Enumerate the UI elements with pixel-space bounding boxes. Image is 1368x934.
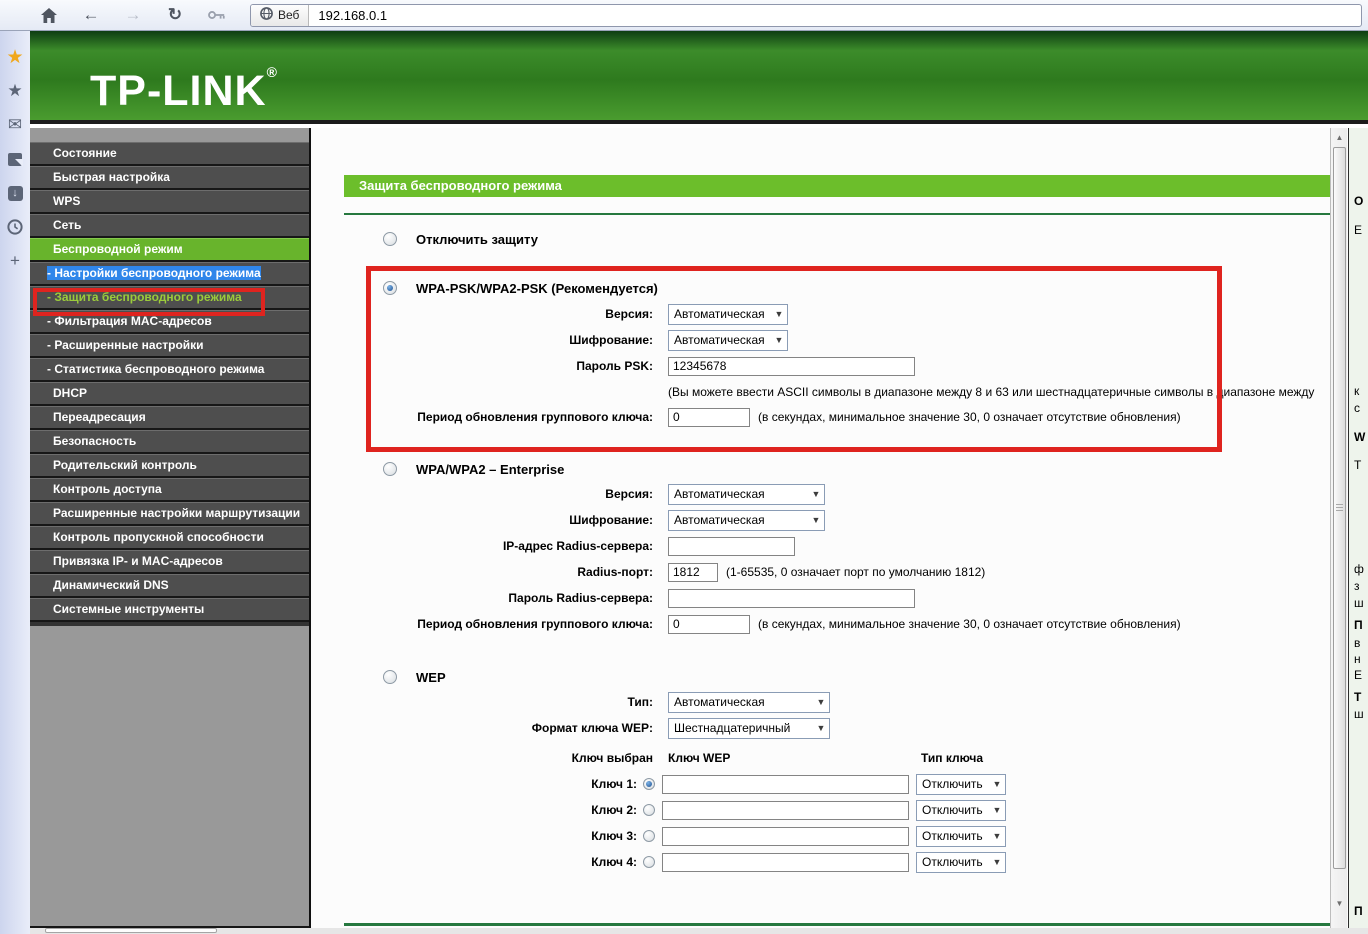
wpa-psk-password-row — [313, 354, 1328, 378]
page-title: Защита беспроводного режима — [344, 175, 1330, 197]
version-label: Версия: — [605, 487, 653, 501]
option-wpa-psk — [313, 276, 1328, 300]
enterprise-encryption-select[interactable] — [668, 510, 825, 531]
wep-key4-type-select[interactable] — [916, 852, 1006, 873]
enterprise-version-row — [313, 482, 1328, 506]
horizontal-scrollbar[interactable] — [30, 928, 1368, 934]
wep-key3-input[interactable] — [662, 827, 909, 846]
wep-table-header — [313, 746, 1328, 770]
group-key-hint: (в секундах, минимальное значение 30, 0 означает отсутствие обновления) — [758, 617, 1181, 631]
wep-format-select[interactable] — [668, 718, 830, 739]
wpa-enterprise-radio[interactable] — [383, 462, 397, 476]
wep-key-row-1 — [313, 772, 1328, 796]
sidebar-menu — [30, 128, 311, 928]
wep-type-row — [313, 690, 1328, 714]
version-label: Версия: — [605, 307, 653, 321]
dropdown-arrow-icon — [813, 697, 829, 707]
radius-ip-input[interactable] — [668, 537, 795, 556]
help-fragment: в — [1354, 636, 1361, 650]
help-fragment: с — [1354, 401, 1360, 415]
wep-key1-type-select[interactable] — [916, 774, 1006, 795]
wpa-psk-password-hint-row — [313, 380, 1328, 404]
help-fragment: н — [1354, 652, 1361, 666]
sidebar-item-wps[interactable]: WPS — [30, 190, 309, 212]
wpa-enterprise-label: WPA/WPA2 – Enterprise — [416, 461, 565, 477]
psk-password-input[interactable] — [668, 357, 915, 376]
wep-key3-type-select[interactable] — [916, 826, 1006, 847]
sidebar-item-status[interactable]: Состояние — [30, 142, 309, 164]
sidebar-filler — [30, 622, 309, 926]
wep-key1-input[interactable] — [662, 775, 909, 794]
dropdown-arrow-icon — [771, 309, 787, 319]
group-key-hint: (в секундах, минимальное значение 30, 0 означает отсутствие обновления) — [758, 410, 1181, 424]
wpa-psk-version-select[interactable] — [668, 304, 788, 325]
encryption-label: Шифрование: — [569, 513, 653, 527]
help-fragment: Е — [1354, 668, 1363, 682]
note-icon[interactable] — [0, 142, 30, 176]
radius-password-row — [313, 586, 1328, 610]
wep-key2-type-select[interactable] — [916, 800, 1006, 821]
bottom-separator — [344, 923, 1330, 926]
sidebar-item-system-tools[interactable]: Системные инструменты — [30, 598, 309, 620]
encryption-value: Автоматическая — [674, 513, 765, 527]
psk-password-hint: (Вы можете ввести ASCII символы в диапазоне между 8 и 63 или шестнадцатеричные символы в диапазоне между — [668, 385, 1315, 399]
wep-type-select[interactable] — [668, 692, 830, 713]
refresh-icon[interactable]: ↻ — [167, 5, 183, 24]
wep-key4-input[interactable] — [662, 853, 909, 872]
home-icon[interactable] — [40, 6, 58, 24]
sidebar-item-wireless-settings[interactable] — [30, 262, 309, 284]
sidebar-item-quick-setup[interactable]: Быстрая настройка — [30, 166, 309, 188]
enterprise-group-key-row — [313, 612, 1328, 636]
download-icon-shape: ↓ — [8, 186, 23, 201]
help-fragment: к — [1354, 384, 1360, 398]
note-icon-shape — [8, 153, 22, 166]
wep-col-selected: Ключ выбран — [571, 751, 653, 765]
dropdown-arrow-icon — [989, 779, 1005, 789]
help-fragment: О — [1354, 194, 1364, 208]
favorite-star-icon[interactable]: ★ — [6, 46, 24, 68]
wep-key4-type-value: Отключить — [922, 855, 983, 869]
wep-key3-label: Ключ 3: — [591, 829, 637, 843]
sidebar-item-dhcp[interactable]: DHCP — [30, 382, 309, 404]
scroll-up-icon[interactable]: ▲ — [1335, 133, 1344, 142]
help-fragment: ш — [1354, 596, 1364, 610]
wep-key1-radio[interactable] — [643, 778, 655, 790]
group-key-label: Период обновления группового ключа: — [417, 617, 653, 631]
dropdown-arrow-icon — [989, 857, 1005, 867]
site-identity-label: Веб — [278, 8, 300, 22]
dropdown-arrow-icon — [808, 515, 824, 525]
dropdown-arrow-icon — [989, 805, 1005, 815]
sidebar-item-wireless[interactable]: Беспроводной режим — [30, 238, 309, 260]
radius-port-row — [313, 560, 1328, 584]
browser-toolbar — [0, 0, 1368, 31]
disable-security-radio[interactable] — [383, 232, 397, 246]
help-fragment: ф — [1354, 562, 1364, 576]
wep-key1-label: Ключ 1: — [591, 777, 637, 791]
sidebar-item-wireless-statistics[interactable]: - Статистика беспроводного режима — [30, 358, 309, 380]
wpa-psk-radio[interactable] — [383, 281, 397, 295]
back-icon[interactable]: ← — [82, 5, 100, 24]
wep-key2-label: Ключ 2: — [591, 803, 637, 817]
wep-key2-radio[interactable] — [643, 804, 655, 816]
help-fragment: Т — [1354, 458, 1362, 472]
main-content — [313, 128, 1330, 928]
star-icon[interactable]: ★ — [7, 81, 23, 100]
router-page — [30, 128, 1368, 934]
version-value: Автоматическая — [674, 307, 765, 321]
wep-format-row — [313, 716, 1328, 740]
wep-col-key: Ключ WEP — [668, 751, 731, 765]
encryption-label: Шифрование: — [569, 333, 653, 347]
title-separator — [344, 213, 1330, 215]
help-fragment: ш — [1354, 707, 1364, 721]
wpa-psk-group-key-row — [313, 405, 1328, 429]
wep-radio[interactable] — [383, 670, 397, 684]
download-icon[interactable] — [0, 176, 30, 210]
radius-password-label: Пароль Radius-сервера: — [508, 591, 653, 605]
dropdown-arrow-icon — [808, 489, 824, 499]
sidebar-item-forwarding[interactable]: Переадресация — [30, 406, 309, 428]
sidebar-item-access-control[interactable]: Контроль доступа — [30, 478, 309, 500]
help-fragment: з — [1354, 579, 1360, 593]
add-plus-icon[interactable]: + — [10, 251, 20, 270]
radius-password-input[interactable] — [668, 589, 915, 608]
scrollbar-thumb[interactable] — [1333, 147, 1346, 869]
sidebar-item-security[interactable]: Безопасность — [30, 430, 309, 452]
encryption-value: Автоматическая — [674, 333, 765, 347]
sidebar-item-network[interactable]: Сеть — [30, 214, 309, 236]
wep-key3-radio[interactable] — [643, 830, 655, 842]
browser-side-strip — [0, 31, 30, 934]
wep-key2-input[interactable] — [662, 801, 909, 820]
sidebar-item-parental-control[interactable]: Родительский контроль — [30, 454, 309, 476]
sidebar-item-mac-filtering[interactable]: - Фильтрация MAC-адресов — [30, 310, 309, 332]
version-value: Автоматическая — [674, 487, 765, 501]
help-fragment: П — [1354, 904, 1363, 918]
wep-type-label: Тип: — [627, 695, 653, 709]
radius-port-hint: (1-65535, 0 означает порт по умолчанию 1812) — [726, 565, 986, 579]
wep-type-value: Автоматическая — [674, 695, 765, 709]
wep-key4-label: Ключ 4: — [591, 855, 637, 869]
option-disable-security — [313, 227, 1328, 251]
help-fragment: П — [1354, 618, 1363, 632]
radius-port-label: Radius-порт: — [577, 565, 653, 579]
tplink-logo: TP-LINK® — [90, 64, 278, 115]
sidebar-top-spacer — [30, 128, 309, 142]
help-fragment: Т — [1354, 690, 1362, 704]
tplink-banner — [30, 31, 1368, 124]
psk-password-label: Пароль PSK: — [576, 359, 653, 373]
wpa-psk-label: WPA-PSK/WPA2-PSK (Рекомендуется) — [416, 280, 658, 296]
dropdown-arrow-icon — [771, 335, 787, 345]
radius-ip-label: IP-адрес Radius-сервера: — [502, 539, 653, 553]
wep-key-row-4 — [313, 850, 1328, 874]
wep-key-row-2 — [313, 798, 1328, 822]
horizontal-scrollbar-thumb[interactable] — [45, 928, 217, 933]
url-text[interactable]: 192.168.0.1 — [318, 7, 388, 23]
help-panel-clipped — [1348, 128, 1368, 928]
wep-format-label: Формат ключа WEP: — [531, 721, 653, 735]
wpa-psk-encryption-select[interactable] — [668, 330, 788, 351]
sidebar-item-dynamic-dns[interactable]: Динамический DNS — [30, 574, 309, 596]
mail-icon[interactable]: ✉ — [7, 115, 23, 134]
help-fragment: W — [1354, 430, 1366, 444]
wpa-psk-encryption-row — [313, 328, 1328, 352]
text-selection-highlight: - Настройки беспроводного режима — [47, 266, 261, 280]
sidebar-item-ip-mac-binding[interactable]: Привязка IP- и MAC-адресов — [30, 550, 309, 572]
disable-security-label: Отключить защиту — [416, 231, 538, 247]
vertical-scrollbar[interactable] — [1330, 128, 1347, 928]
wep-format-value: Шестнадцатеричный — [674, 721, 791, 735]
wep-key-row-3 — [313, 824, 1328, 848]
option-wep — [313, 665, 1328, 689]
sidebar-item-wireless-security[interactable]: - Защита беспроводного режима — [30, 286, 309, 308]
scroll-down-icon[interactable]: ▼ — [1335, 899, 1344, 908]
enterprise-group-key-input[interactable] — [668, 615, 750, 634]
dropdown-arrow-icon — [989, 831, 1005, 841]
wep-key1-type-value: Отключить — [922, 777, 983, 791]
site-identity-button[interactable] — [251, 5, 309, 26]
sidebar-item-advanced-routing[interactable]: Расширенные настройки маршрутизации — [30, 502, 309, 524]
sidebar-item-bandwidth-control[interactable]: Контроль пропускной способности — [30, 526, 309, 548]
wpa-psk-version-row — [313, 302, 1328, 326]
key-icon[interactable] — [208, 6, 226, 24]
wep-key4-radio[interactable] — [643, 856, 655, 868]
trademark-symbol: ® — [266, 64, 278, 80]
address-bar[interactable] — [250, 4, 1362, 27]
radius-ip-row — [313, 534, 1328, 558]
help-fragment: Е — [1354, 223, 1363, 237]
wpa-psk-group-key-input[interactable] — [668, 408, 750, 427]
globe-icon — [260, 7, 273, 23]
option-wpa-enterprise — [313, 457, 1328, 481]
group-key-label: Период обновления группового ключа: — [417, 410, 653, 424]
dropdown-arrow-icon — [813, 723, 829, 733]
forward-icon[interactable]: → — [124, 5, 142, 24]
wep-col-type: Тип ключа — [921, 751, 984, 765]
sidebar-item-advanced-settings[interactable]: - Расширенные настройки — [30, 334, 309, 356]
radius-port-input[interactable] — [668, 563, 718, 582]
wep-key2-type-value: Отключить — [922, 803, 983, 817]
wep-key3-type-value: Отключить — [922, 829, 983, 843]
enterprise-encryption-row — [313, 508, 1328, 532]
wep-label: WEP — [416, 669, 446, 685]
enterprise-version-select[interactable] — [668, 484, 825, 505]
history-clock-icon[interactable] — [0, 210, 30, 244]
